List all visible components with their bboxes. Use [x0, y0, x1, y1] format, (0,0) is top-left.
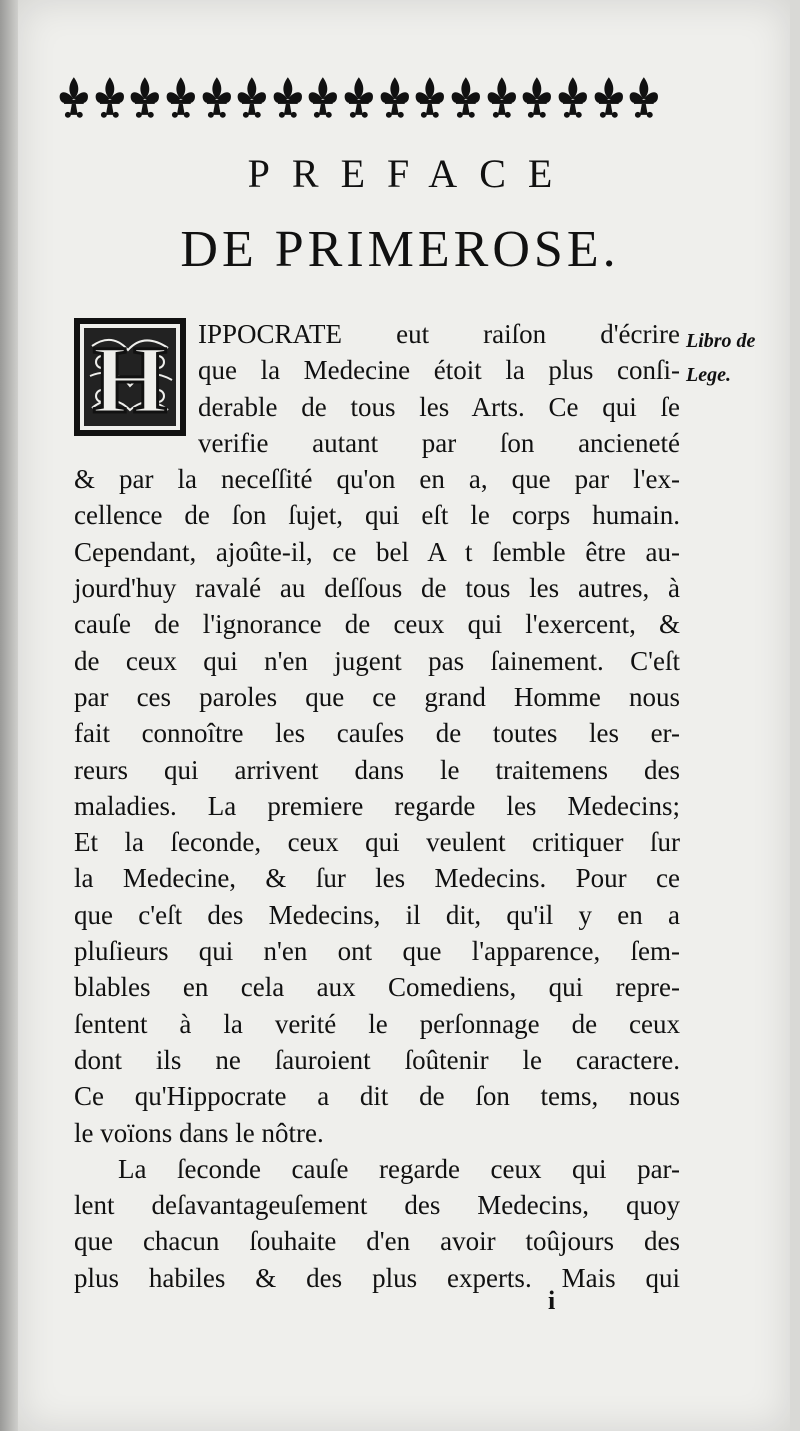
text-line: que chacun ſouhaite d'en avoir toûjours des	[74, 1226, 680, 1257]
fleur-de-lis-icon	[92, 75, 128, 119]
page-gutter	[0, 0, 18, 1431]
text-line: plus habiles & des plus experts. Mais qui	[74, 1262, 680, 1293]
text-line: cauſe de l'ignorance de ceux qui l'exercent, &	[74, 609, 680, 640]
fleur-de-lis-icon	[199, 75, 235, 119]
fleur-de-lis-icon	[270, 75, 306, 119]
fleur-de-lis-icon	[448, 75, 484, 119]
text-line: Et la ſeconde, ceux qui veulent critiquer ſur	[74, 827, 680, 858]
text-line: reurs qui arrivent dans le traitemens des	[74, 754, 680, 785]
margin-note-line: Libro de	[686, 330, 756, 352]
text-line: dont ils ne ſauroient ſoûtenir le caractere.	[74, 1044, 680, 1075]
text-line: La ſeconde cauſe regarde ceux qui par-	[118, 1153, 680, 1184]
text-line: fait connoître les cauſes de toutes les er-	[74, 718, 680, 749]
text-line: par ces paroles que ce grand Homme nous	[74, 681, 680, 712]
fleur-de-lis-icon	[484, 75, 520, 119]
fleuron-ornament-band	[56, 72, 662, 122]
text-line: jourd'huy ravalé au deſſous de tous les autres, à	[74, 573, 680, 604]
text-line: maladies. La premiere regarde les Medecins;	[74, 790, 680, 821]
page-title-line2: DE PRIMEROSE.	[180, 221, 620, 278]
fleur-de-lis-icon	[519, 75, 555, 119]
fleur-de-lis-icon	[626, 75, 662, 119]
text-line: & par la neceſſité qu'on en a, que par l'ex-	[74, 464, 680, 495]
fleur-de-lis-icon	[127, 75, 163, 119]
text-line: Ce qu'Hippocrate a dit de ſon tems, nous	[74, 1081, 680, 1112]
page-title-line1: PREFACE	[247, 151, 575, 196]
text-line: que c'eſt des Medecins, il dit, qu'il y en a	[74, 899, 680, 930]
text-line: cellence de ſon ſujet, qui eſt le corps humain.	[74, 500, 680, 531]
body-text	[74, 316, 680, 1296]
fleur-de-lis-icon	[377, 75, 413, 119]
fleur-de-lis-icon	[341, 75, 377, 119]
page-number: i	[548, 1286, 556, 1315]
text-line: le voïons dans le nôtre.	[74, 1117, 324, 1148]
text-line: blables en cela aux Comediens, qui repre-	[74, 972, 680, 1003]
text-line: ſentent à la verité le perſonnage de ceux	[74, 1008, 680, 1039]
text-line: IPPOCRATE eut raiſon d'écrire	[198, 319, 680, 349]
text-line: lent deſavantageuſement des Medecins, quoy	[74, 1190, 680, 1221]
text-line: verifie autant par ſon ancieneté	[198, 427, 680, 458]
margin-note	[686, 324, 794, 392]
fleur-de-lis-icon	[234, 75, 270, 119]
text-line: la Medecine, & ſur les Medecins. Pour ce	[74, 863, 680, 894]
margin-note-line: Lege.	[686, 364, 731, 386]
dropcap-letter: H	[92, 326, 168, 433]
fleur-de-lis-icon	[305, 75, 341, 119]
text-line: que la Medecine étoit la plus conſi-	[198, 355, 680, 386]
fleur-de-lis-icon	[591, 75, 627, 119]
text-line: pluſieurs qui n'en ont que l'apparence, ſem-	[74, 936, 680, 967]
text-line: Cependant, ajoûte-il, ce bel A t ſemble être au-	[74, 536, 680, 567]
fleur-de-lis-icon	[163, 75, 199, 119]
text-line: derable de tous les Arts. Ce qui ſe	[198, 391, 680, 422]
fleur-de-lis-icon	[555, 75, 591, 119]
fleur-de-lis-icon	[56, 75, 92, 119]
text-line: de ceux qui n'en jugent pas ſainement. C'eſt	[74, 645, 680, 676]
fleur-de-lis-icon	[412, 75, 448, 119]
